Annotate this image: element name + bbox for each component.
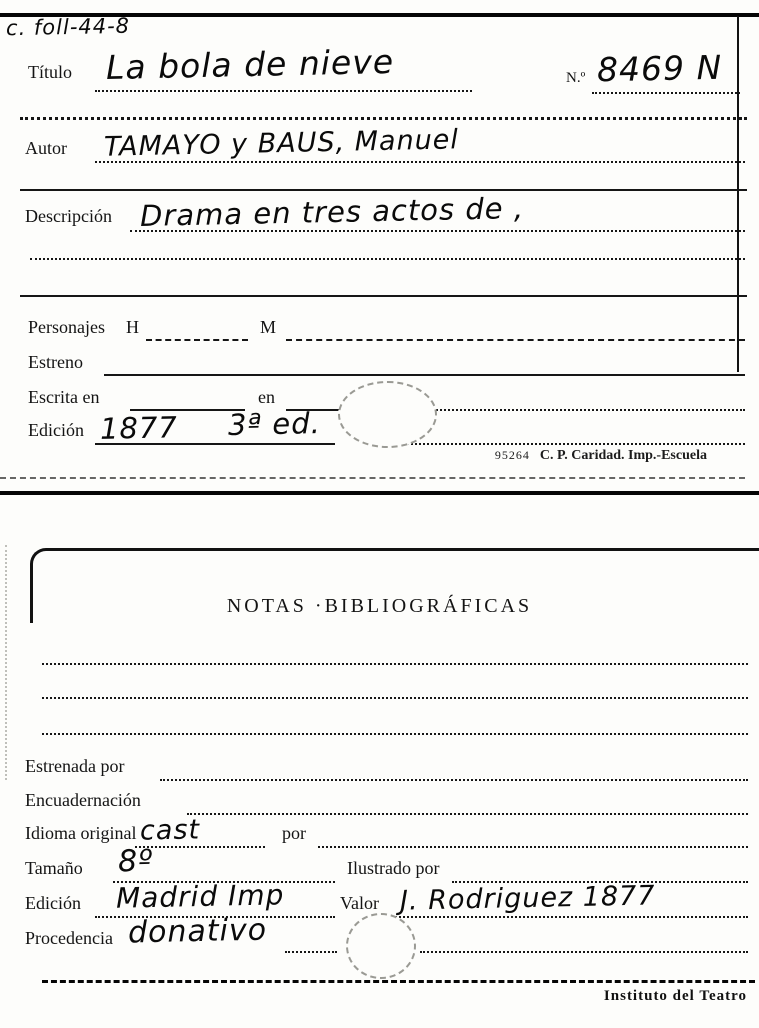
valor-value: J. Rodriguez 1877 [399,880,656,917]
autor-value: TAMAYO y BAUS, Manuel [103,124,460,163]
estrenada-por-blank-line [160,779,748,781]
descripcion-blank-line-2 [30,258,745,260]
top-card-right-border [737,16,739,372]
printer-imprint [495,448,707,464]
idioma-value: cast [139,814,201,847]
procedencia-blank-line-2 [420,951,748,953]
valor-label: Valor [340,893,379,913]
titulo-label: Título [28,62,72,82]
descripcion-label: Descripción [25,206,112,226]
escrita-en-blank-line-3 [405,409,745,411]
notes-blank-line-2 [42,697,748,699]
round-stamp-mark [338,381,437,448]
call-number: c. foll-44-8 [5,13,131,41]
personajes-h-blank-line [146,339,248,341]
imprint-text: C. P. Caridad. Imp.-Escuela [539,448,707,463]
edicion2-label: Edición [25,893,81,913]
ilustrado-por-label: Ilustrado por [347,858,440,878]
idioma-por-blank-line [318,846,748,848]
procedencia-label: Procedencia [25,928,113,948]
notas-bibliograficas-title: NOTAS ·BIBLIOGRÁFICAS [226,595,533,617]
edicion-year-value: 1877 [99,410,179,446]
encuadernacion-blank-line [187,813,748,815]
idioma-original-label: Idioma original [25,823,137,843]
idioma-por-label: por [282,823,306,843]
procedencia-value: donativo [127,912,268,951]
round-stamp-mark-2 [346,913,416,979]
card-bottom-broken-line [0,477,745,479]
escrita-en-label: Escrita en [28,387,100,407]
valor-blank-line [392,916,748,918]
numero-label: N.º [566,70,586,86]
notes-blank-line-3 [42,733,748,735]
estreno-blank-line [104,374,745,376]
personajes-m-blank-line [286,339,745,341]
encuadernacion-label: Encuadernación [25,790,141,810]
autor-blank-line [95,161,745,163]
autor-label: Autor [25,138,67,158]
edicion-label: Edición [28,420,84,440]
edicion2-value: Madrid Imp [115,878,285,915]
titulo-blank-line [95,90,472,92]
instituto-del-teatro-footer: Instituto del Teatro [603,988,747,1004]
edicion-ed-value: 3ª ed. [227,406,322,442]
notes-blank-line-1 [42,663,748,665]
edicion-blank-line-2 [400,443,745,445]
imprint-number: 95264 [494,448,530,462]
personajes-h-label: H [126,317,139,337]
escrita-en-en-label: en [258,387,275,407]
separator-line [20,295,747,297]
separator-line [20,117,747,120]
footer-separator-line [42,980,755,983]
personajes-label: Personajes [28,317,105,337]
tamano-label: Tamaño [25,858,83,878]
titulo-value: La bola de nieve [105,41,395,88]
tamano-value: 8º [117,843,154,880]
estrenada-por-label: Estrenada por [25,756,125,776]
top-card-bottom-border [0,491,759,495]
descripcion-value: Drama en tres actos de , [139,190,525,234]
bottom-card [0,545,759,1028]
numero-blank-line [592,92,740,94]
personajes-m-label: M [260,317,277,337]
top-card [0,0,759,500]
separator-line [20,189,747,191]
procedencia-blank-line [285,951,337,953]
estreno-label: Estreno [28,352,83,372]
numero-value: 8469 N [596,47,723,90]
card-edge-artifact [5,545,7,780]
